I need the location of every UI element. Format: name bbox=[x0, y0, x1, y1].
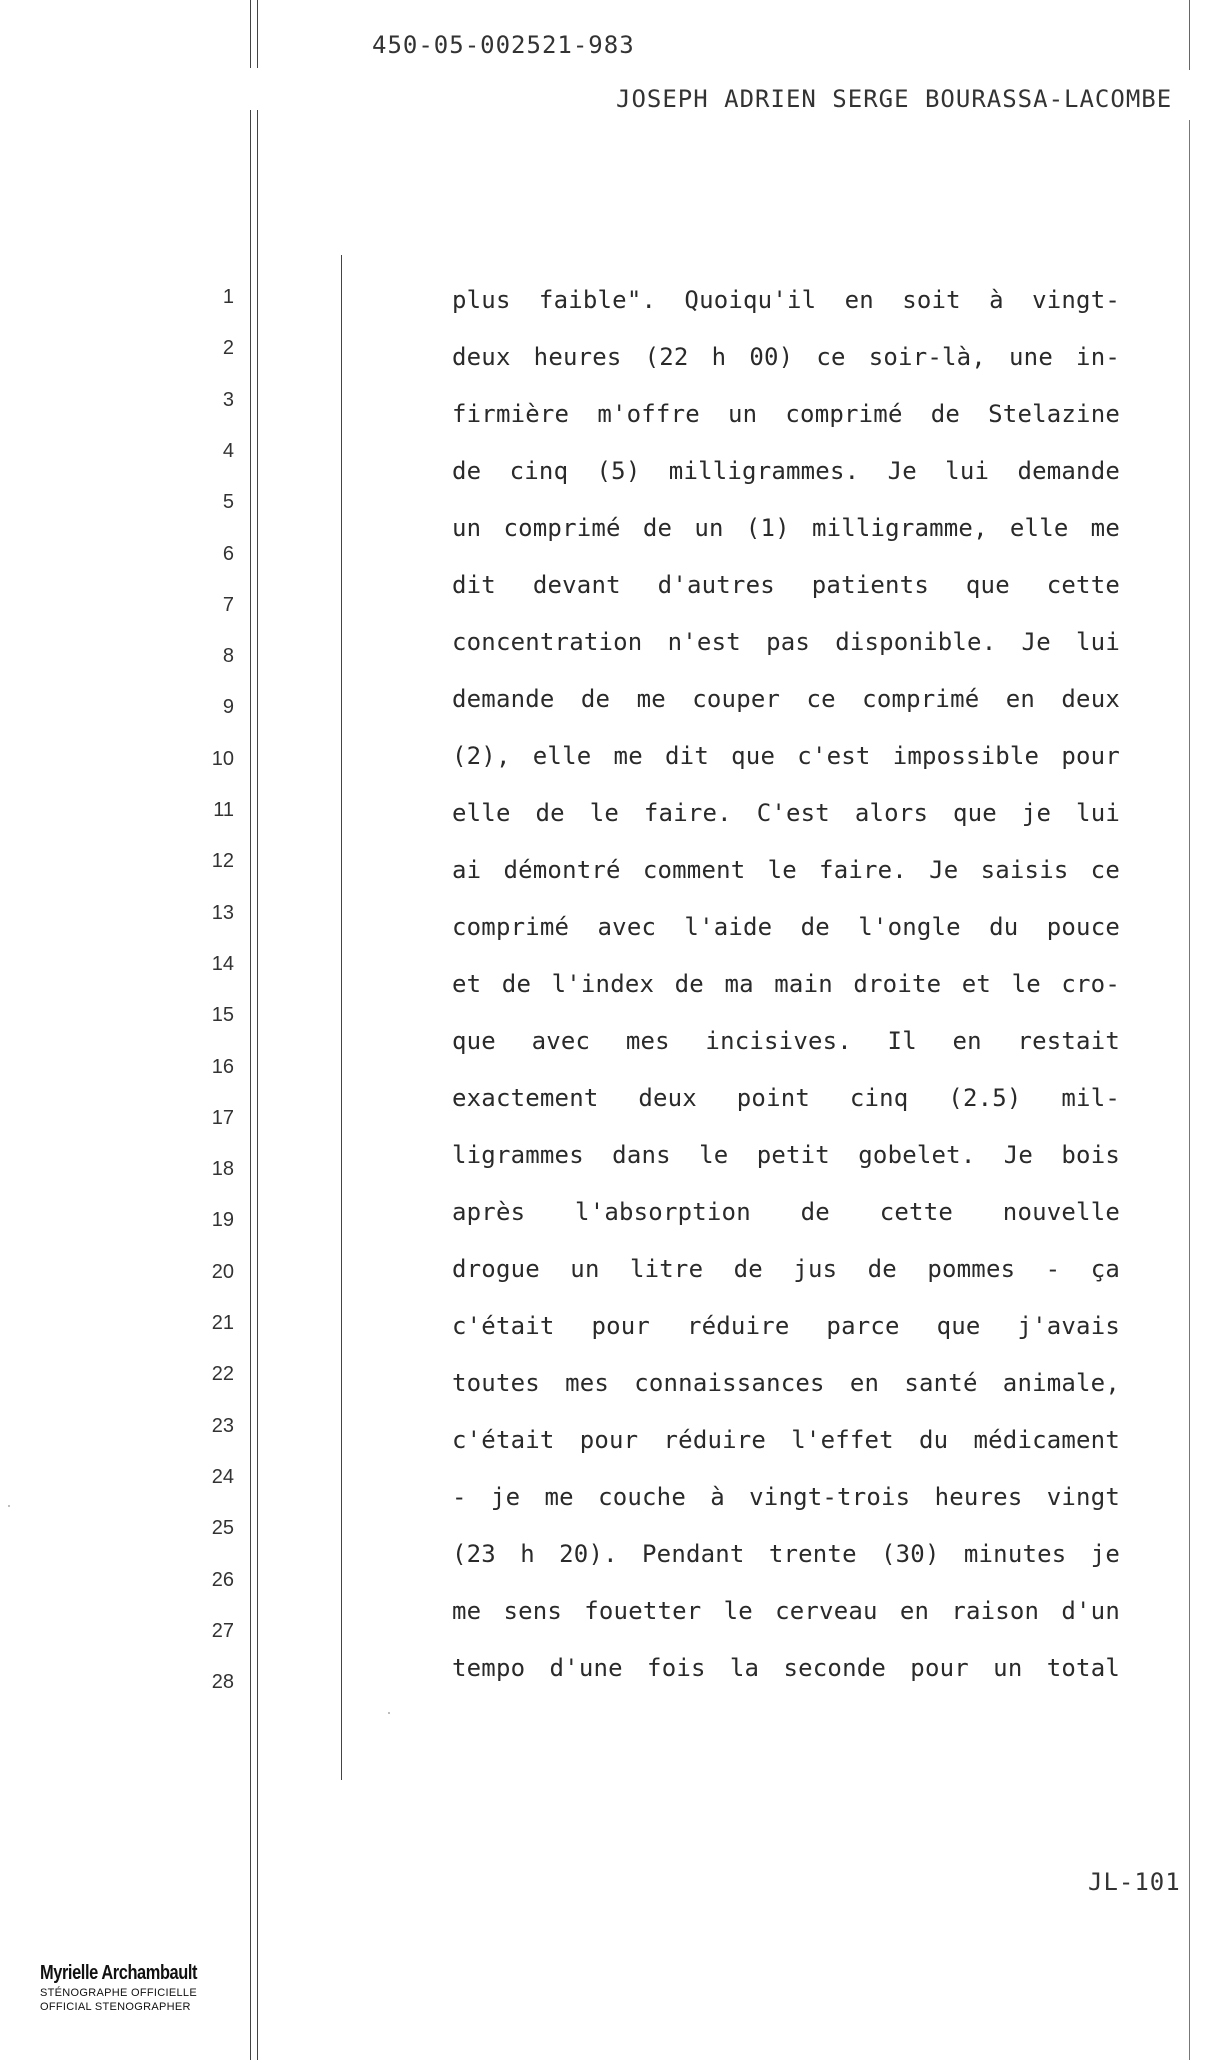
transcript-line: c'était pour réduire l'effet du médicament bbox=[452, 1426, 1120, 1454]
line-number: 18 bbox=[211, 1158, 234, 1181]
line-number: 13 bbox=[211, 901, 234, 924]
line-number: 6 bbox=[222, 542, 234, 565]
line-number: 10 bbox=[211, 747, 234, 770]
line-number: 17 bbox=[211, 1106, 234, 1129]
scan-speck bbox=[8, 1505, 10, 1507]
line-number: 4 bbox=[222, 439, 234, 462]
line-number: 12 bbox=[211, 850, 234, 873]
transcript-line: plus faible". Quoiqu'il en soit à vingt- bbox=[452, 286, 1120, 314]
line-number: 8 bbox=[222, 645, 234, 668]
stenographer-stamp bbox=[40, 1962, 210, 2013]
line-number: 5 bbox=[222, 491, 234, 514]
line-number: 15 bbox=[211, 1004, 234, 1027]
transcript-line: - je me couche à vingt-trois heures vingt bbox=[452, 1483, 1120, 1511]
line-number: 11 bbox=[213, 799, 234, 821]
transcript-line: après l'absorption de cette nouvelle bbox=[452, 1198, 1120, 1226]
line-number: 16 bbox=[211, 1055, 234, 1078]
transcript-line: drogue un litre de jus de pommes - ça bbox=[452, 1255, 1120, 1283]
transcript-line: (2), elle me dit que c'est impossible pour bbox=[452, 742, 1120, 770]
line-number: 7 bbox=[222, 593, 234, 616]
line-number: 25 bbox=[211, 1517, 234, 1540]
line-number: 14 bbox=[211, 952, 234, 975]
transcript-line: concentration n'est pas disponible. Je lui bbox=[452, 628, 1120, 656]
transcript-line: toutes mes connaissances en santé animale, bbox=[452, 1369, 1120, 1397]
line-number: 22 bbox=[211, 1363, 234, 1386]
transcript-line: elle de le faire. C'est alors que je lui bbox=[452, 799, 1120, 827]
transcript-line: tempo d'une fois la seconde pour un total bbox=[452, 1654, 1120, 1682]
transcript-line: me sens fouetter le cerveau en raison d'un bbox=[452, 1597, 1120, 1625]
scan-speck bbox=[388, 1712, 390, 1714]
witness-name: JOSEPH ADRIEN SERGE BOURASSA-LACOMBE bbox=[616, 85, 1173, 113]
transcript-line: un comprimé de un (1) milligramme, elle me bbox=[452, 514, 1120, 542]
file-number: 450-05-002521-983 bbox=[372, 31, 635, 59]
margin-rule-right-lower bbox=[1189, 120, 1190, 2060]
margin-rule-left-3 bbox=[250, 110, 251, 2060]
transcript-line: exactement deux point cinq (2.5) mil- bbox=[452, 1084, 1120, 1112]
page-reference: JL-101 bbox=[1088, 1868, 1181, 1896]
line-number: 9 bbox=[222, 696, 234, 719]
margin-rule-left-1 bbox=[250, 0, 251, 68]
transcript-line: ligrammes dans le petit gobelet. Je bois bbox=[452, 1141, 1120, 1169]
transcript-line: comprimé avec l'aide de l'ongle du pouce bbox=[452, 913, 1120, 941]
stenographer-title-en: OFFICIAL STENOGRAPHER bbox=[40, 2001, 191, 2013]
line-number: 3 bbox=[222, 388, 234, 411]
line-number: 28 bbox=[211, 1671, 234, 1694]
line-number: 1 bbox=[222, 286, 234, 308]
margin-rule-right bbox=[1189, 0, 1190, 70]
transcript-line: demande de me couper ce comprimé en deux bbox=[452, 685, 1120, 713]
line-number: 26 bbox=[211, 1568, 234, 1591]
transcript-line: firmière m'offre un comprimé de Stelazine bbox=[452, 400, 1120, 428]
margin-rule-left-2 bbox=[257, 0, 258, 68]
line-number: 27 bbox=[211, 1619, 234, 1642]
line-number: 2 bbox=[222, 337, 234, 360]
stenographer-title-fr: STÉNOGRAPHE OFFICIELLE bbox=[40, 1987, 197, 1999]
line-number: 23 bbox=[211, 1414, 234, 1437]
transcript-line: (23 h 20). Pendant trente (30) minutes je bbox=[452, 1540, 1120, 1568]
transcript-line: de cinq (5) milligrammes. Je lui demande bbox=[452, 457, 1120, 485]
line-number: 21 bbox=[211, 1312, 234, 1334]
margin-rule-left-4 bbox=[257, 110, 258, 2060]
line-number: 24 bbox=[211, 1465, 234, 1488]
transcript-line: dit devant d'autres patients que cette bbox=[452, 571, 1120, 599]
transcript-line: que avec mes incisives. Il en restait bbox=[452, 1027, 1120, 1055]
transcript-line: et de l'index de ma main droite et le cro- bbox=[452, 970, 1120, 998]
text-rule bbox=[341, 255, 342, 1780]
line-number: 19 bbox=[211, 1209, 234, 1232]
stenographer-name: Myrielle Archambault bbox=[40, 1962, 198, 1984]
transcript-line: ai démontré comment le faire. Je saisis ce bbox=[452, 856, 1120, 884]
line-number: 20 bbox=[211, 1260, 234, 1283]
transcript-line: c'était pour réduire parce que j'avais bbox=[452, 1312, 1120, 1340]
transcript-line: deux heures (22 h 00) ce soir-là, une in- bbox=[452, 343, 1120, 371]
